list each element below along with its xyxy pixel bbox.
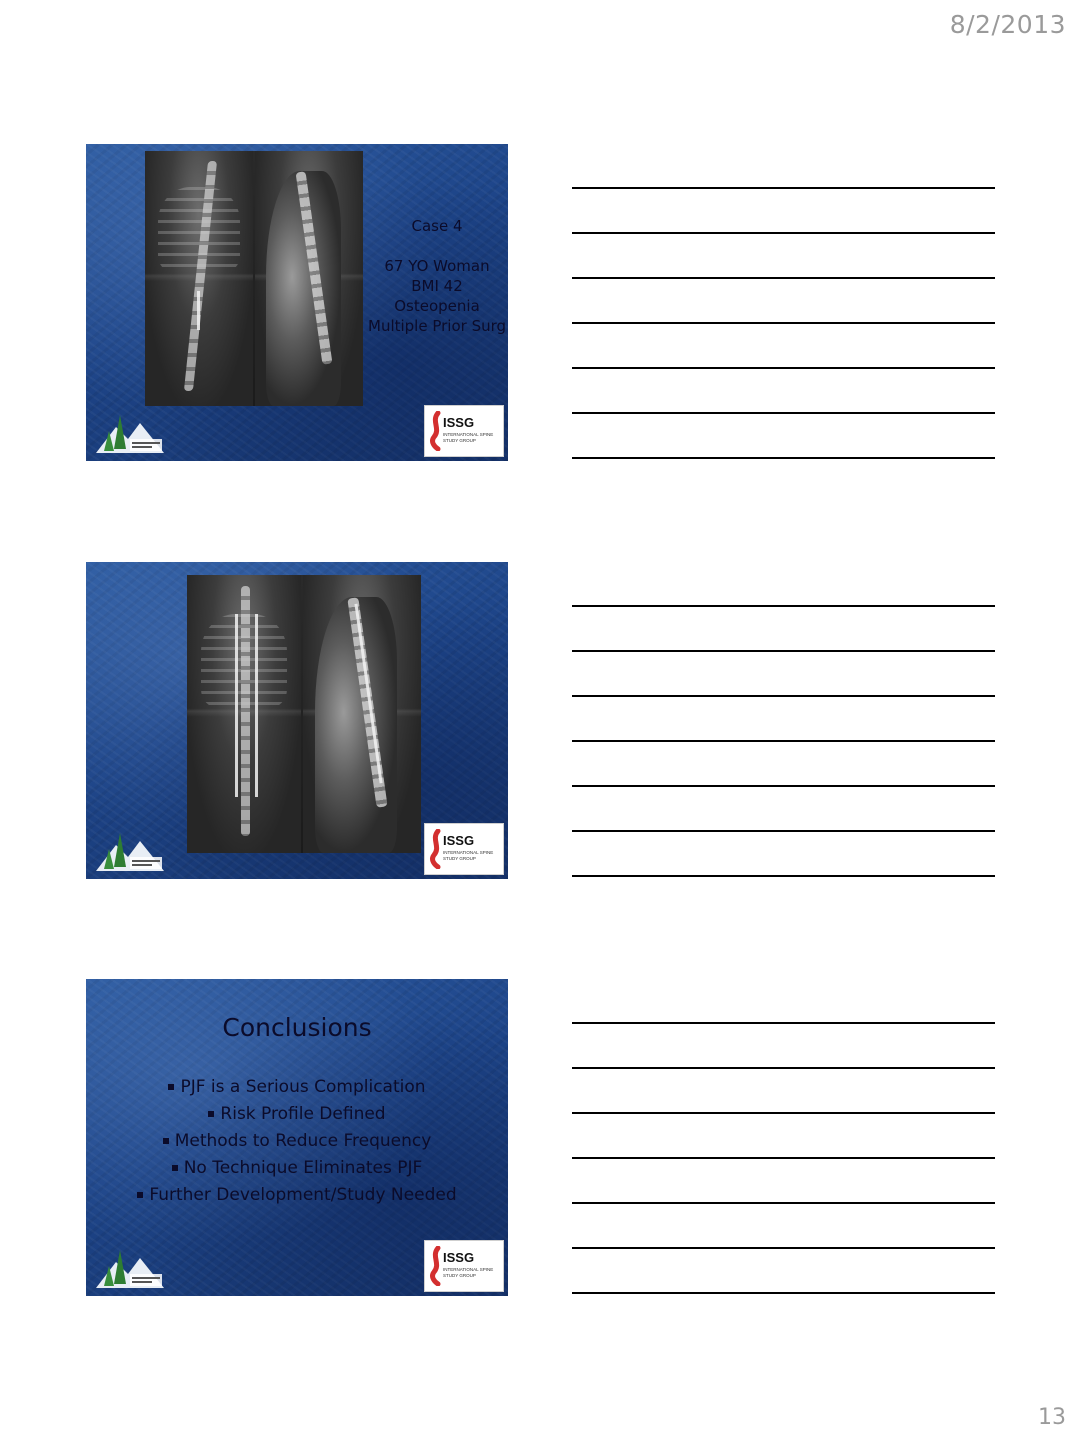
ohsu-logo [96,1244,164,1288]
ohsu-logo [96,827,164,871]
issg-logo-name: ISSG [443,415,475,430]
page-date: 8/2/2013 [949,10,1066,39]
ap-xray-panel [145,151,253,406]
bullet-item [86,1074,508,1101]
case-detail-age: 67 YO Woman [384,257,490,275]
conclusions-title: Conclusions [222,1013,372,1042]
issg-logo [424,405,504,457]
conclusions-bullet-list [86,1074,508,1209]
note-line [572,1069,995,1114]
slide-postop-xray [86,562,508,879]
note-line [572,562,995,607]
note-line [572,369,995,414]
note-line [572,1159,995,1204]
note-line [572,832,995,877]
issg-logo-name: ISSG [443,1250,475,1265]
issg-logo-subtitle: INTERNATIONAL SPINE STUDY GROUP [443,1267,494,1278]
ohsu-logo [96,409,164,453]
note-line [572,189,995,234]
bullet-square-icon [208,1111,214,1117]
bullet-square-icon [168,1084,174,1090]
bullet-square-icon [163,1138,169,1144]
preop-xray-image [145,151,363,406]
slide-case-4 [86,144,508,461]
issg-logo-subtitle: INTERNATIONAL SPINE STUDY GROUP [443,850,494,861]
note-line [572,1114,995,1159]
issg-spine-mark [429,829,443,869]
note-line [572,607,995,652]
bullet-item [86,1128,508,1155]
note-line [572,234,995,279]
bullet-item [86,1101,508,1128]
bullet-text: Risk Profile Defined [220,1104,386,1124]
notes-lines-slide-3 [572,979,995,1294]
postop-xray-image [187,575,421,853]
bullet-text: No Technique Eliminates PJF [183,1158,423,1178]
bullet-item [86,1155,508,1182]
note-line [572,279,995,324]
case-detail-bmi: BMI 42 [411,277,463,295]
case-detail-history: Multiple Prior Surg [368,317,507,335]
note-line [572,742,995,787]
note-line [572,1204,995,1249]
note-line [572,652,995,697]
bullet-text: PJF is a Serious Complication [180,1077,426,1097]
issg-logo [424,1240,504,1292]
note-line [572,1249,995,1294]
note-line [572,1024,995,1069]
note-line [572,697,995,742]
note-line [572,787,995,832]
issg-spine-mark [429,1246,443,1286]
bullet-square-icon [137,1192,143,1198]
issg-logo-subtitle: INTERNATIONAL SPINE STUDY GROUP [443,432,494,443]
case-detail-bone: Osteopenia [394,297,480,315]
note-line [572,324,995,369]
ap-xray-panel [187,575,301,853]
bullet-text: Further Development/Study Needed [149,1185,457,1205]
issg-logo [424,823,504,875]
case-details [368,216,506,336]
case-title: Case 4 [411,217,463,235]
notes-lines-slide-2 [572,562,995,877]
bullet-square-icon [172,1165,178,1171]
issg-logo-name: ISSG [443,833,475,848]
lateral-xray-panel [255,151,363,406]
bullet-item [86,1182,508,1209]
page-number: 13 [1038,1405,1066,1430]
bullet-text: Methods to Reduce Frequency [174,1131,432,1151]
issg-spine-mark [429,411,443,451]
note-line [572,414,995,459]
slide-conclusions [86,979,508,1296]
lateral-xray-panel [303,575,421,853]
note-line [572,979,995,1024]
note-line [572,144,995,189]
notes-lines-slide-1 [572,144,995,459]
